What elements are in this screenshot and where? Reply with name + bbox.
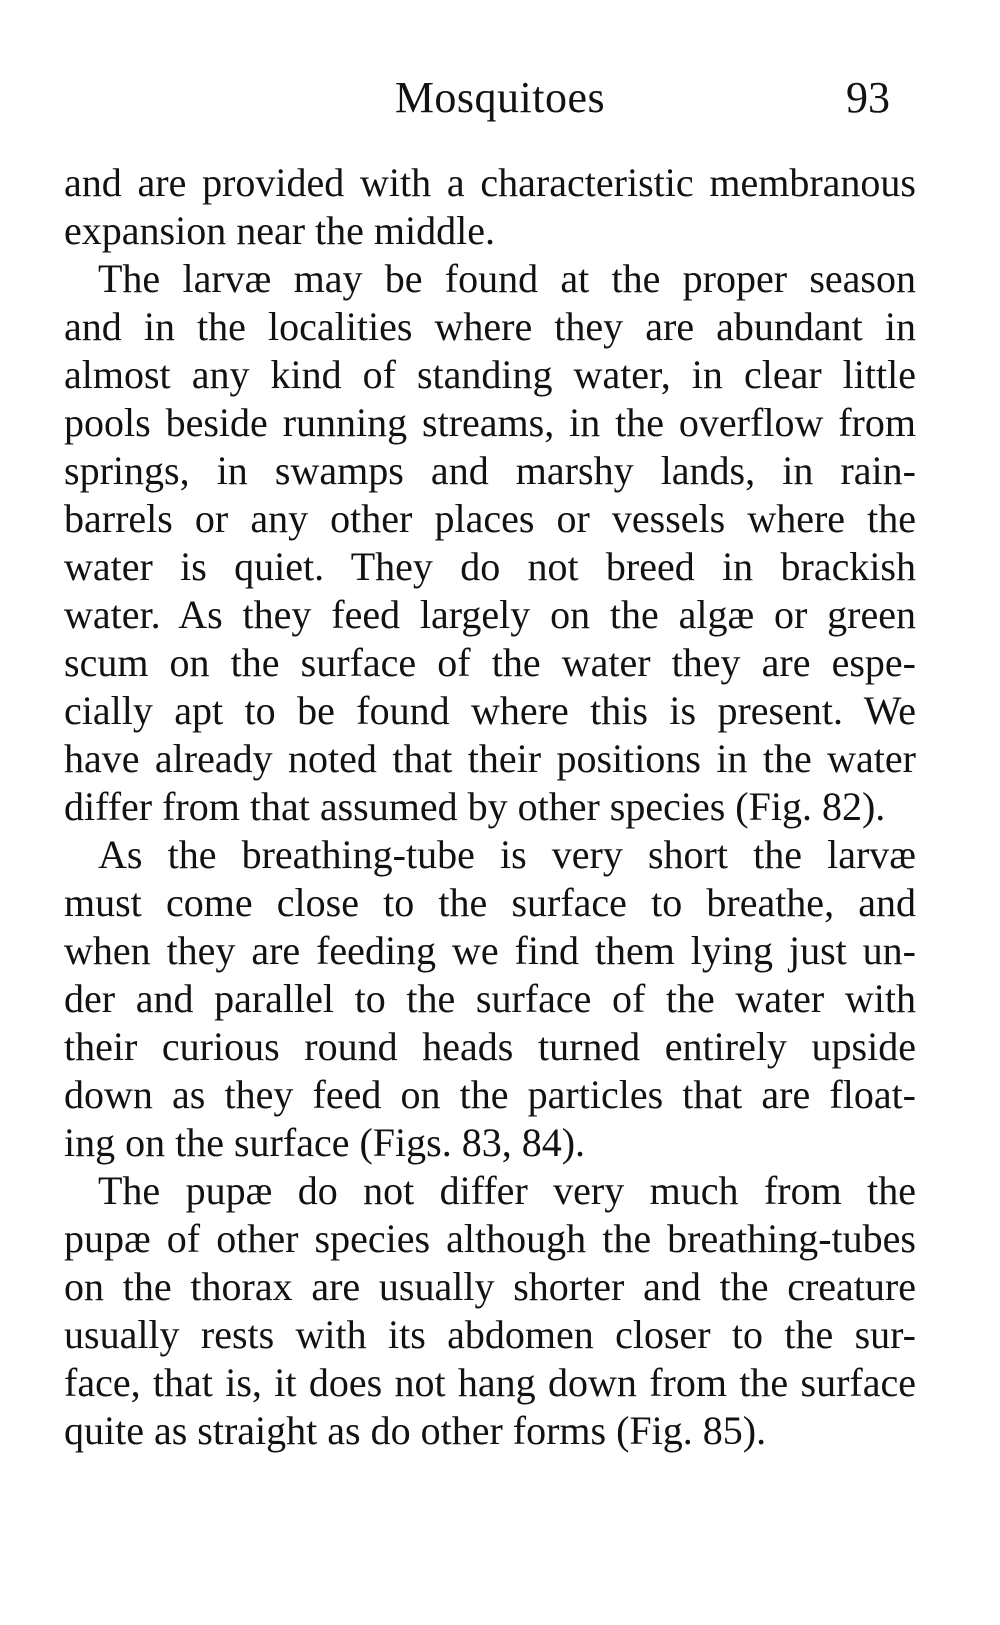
- text-line: der and parallel to the surface of the water with: [64, 976, 916, 1021]
- text-line: As the breathing-tube is very short the larvæ: [98, 832, 916, 877]
- text-line: springs, in swamps and marshy lands, in rain-: [64, 448, 916, 493]
- text-line: their curious round heads turned entirely upside: [64, 1024, 916, 1069]
- text-line: almost any kind of standing water, in clear little: [64, 352, 916, 397]
- text-line: water is quiet. They do not breed in brackish: [64, 544, 916, 589]
- text-line: expansion near the middle.: [64, 208, 495, 253]
- text-line: The larvæ may be found at the proper season: [98, 256, 916, 301]
- text-line: usually rests with its abdomen closer to the sur-: [64, 1312, 916, 1357]
- text-line: must come close to the surface to breathe, and: [64, 880, 916, 925]
- text-line: differ from that assumed by other species (Fig. 82).: [64, 784, 886, 829]
- text-line: water. As they feed largely on the algæ or green: [64, 592, 916, 637]
- text-line: face, that is, it does not hang down from the surface: [64, 1360, 916, 1405]
- text-line: pools beside running streams, in the overflow from: [64, 400, 916, 445]
- text-line: pupæ of other species although the breathing-tubes: [64, 1216, 916, 1261]
- text-line: and are provided with a characteristic membranous: [64, 160, 916, 205]
- text-line: and in the localities where they are abundant in: [64, 304, 916, 349]
- text-line: when they are feeding we find them lying just un-: [64, 928, 916, 973]
- text-line: scum on the surface of the water they are espe-: [64, 640, 916, 685]
- text-line: on the thorax are usually shorter and the creature: [64, 1264, 916, 1309]
- text-line: have already noted that their positions in the water: [64, 736, 916, 781]
- page-body: [64, 159, 916, 1455]
- running-title: Mosquitoes: [394, 73, 606, 122]
- text-line: quite as straight as do other forms (Fig. 85).: [64, 1408, 767, 1453]
- text-line: ing on the surface (Figs. 83, 84).: [64, 1120, 586, 1165]
- text-line: The pupæ do not differ very much from the: [98, 1168, 916, 1213]
- text-line: cially apt to be found where this is present. We: [64, 688, 916, 733]
- text-line: down as they feed on the particles that are float-: [64, 1072, 916, 1117]
- page-number: 93: [846, 73, 890, 122]
- text-line: barrels or any other places or vessels where the: [64, 496, 916, 541]
- page-header: [0, 72, 1000, 128]
